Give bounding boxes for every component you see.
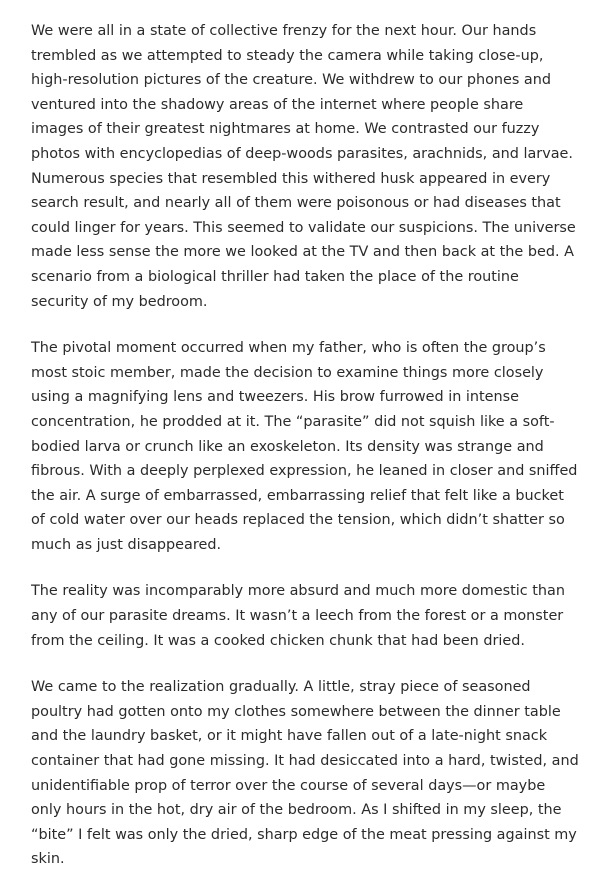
paragraph-pivotal-moment: The pivotal moment occurred when my father, who is often the group’s most stoic member, made the decision to examine things more closely using a magnifying lens and tweezers. His brow furrowed in intense concentration, he prodded at it. The “parasite” did not squish like a soft-bodied larva or crunch like an exoskeleton. Its density was strange and fibrous. With a deeply perplexed expression, he leaned in closer and sniffed the air. A surge of embarrassed, embarrassing relief that felt like a bucket of cold water over our heads replaced the tension, which didn’t shatter so much as just disappeared. xyxy=(31,340,578,553)
article-body xyxy=(31,19,579,894)
paragraph-frenzy: We were all in a state of collective frenzy for the next hour. Our hands trembled as we attempted to steady the camera while taking close-up, high-resolution pictures of the creature. We withdrew to our phones and ventured into the shadowy areas of the internet where people share images of their greatest nightmares at home. We contrasted our fuzzy photos with encyclopedias of deep-woods parasites, arachnids, and larvae. Numerous species that resembled this withered husk appeared in every search result, and nearly all of them were poisonous or had diseases that could linger for years. This seemed to validate our suspicions. The universe made less sense the more we looked at the TV and then back at the bed. A scenario from a biological thriller had taken the place of the routine security of my bedroom. xyxy=(31,23,576,310)
paragraph-reality: The reality was incomparably more absurd and much more domestic than any of our parasite dreams. It wasn’t a leech from the forest or a monster from the ceiling. It was a cooked chicken chunk that had been dried. xyxy=(31,583,565,649)
paragraph-realization: We came to the realization gradually. A little, stray piece of seasoned poultry had gotten onto my clothes somewhere between the dinner table and the laundry basket, or it might have fallen out of a late-night snack container that had gone missing. It had desiccated into a hard, twisted, and unidentifiable prop of terror over the course of several days—or maybe only hours in the hot, dry air of the bedroom. As I shifted in my sleep, the “bite” I felt was only the dried, sharp edge of the meat pressing against my skin. xyxy=(31,679,579,868)
